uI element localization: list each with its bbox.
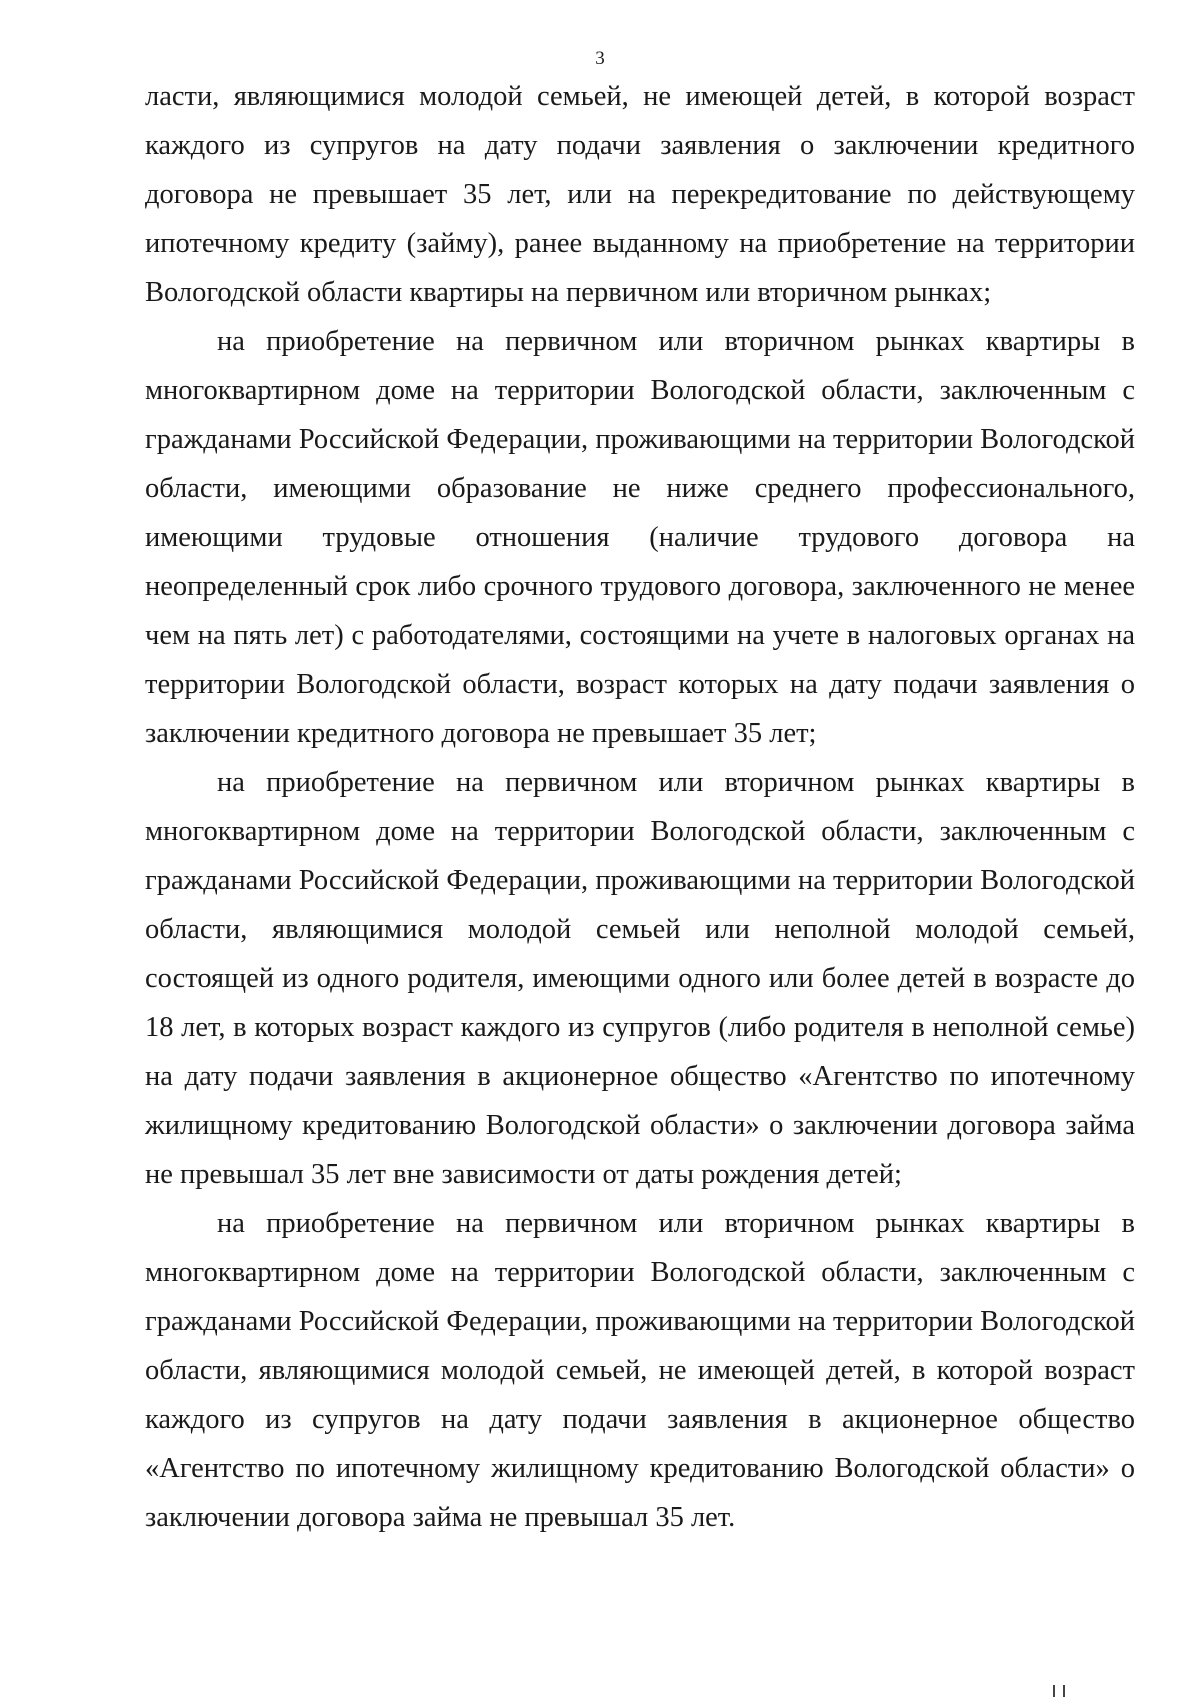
paragraph-professional-education: на приобретение на первичном или вторичном рынках квартиры в многоквартирном доме на территории Вологодской области, заключенным с гражданами Российской Федерации, проживающими на территории Вологодской области, имеющими образование не ниже среднего профессионального, имеющими трудовые отношения (наличие трудового договора на неопределенный срок либо срочного трудового договора, заключенного не менее чем на пять лет) с работодателями, состоящими на учете в налоговых органах на территории Вологодской области, возраст которых на дату подачи заявления о заключении кредитного договора не превышает 35 лет;	[145, 326, 1135, 749]
document-body	[145, 72, 1135, 1542]
page-number: 3	[595, 48, 605, 69]
paragraph-young-family-with-children: на приобретение на первичном или вторичном рынках квартиры в многоквартирном доме на территории Вологодской области, заключенным с гражданами Российской Федерации, проживающими на территории Вологодской области, являющимися молодой семьей или неполной молодой семьей, состоящей из одного родителя, имеющими одного или более детей в возрасте до 18 лет, в которых возраст каждого из супругов (либо родителя в неполной семье) на дату подачи заявления в акционерное общество «Агентство по ипотечному жилищному кредитованию Вологодской области» о заключении договора займа не превышал 35 лет вне зависимости от даты рождения детей;	[145, 767, 1135, 1190]
paragraph-young-family-without-children: на приобретение на первичном или вторичном рынках квартиры в многоквартирном доме на территории Вологодской области, заключенным с гражданами Российской Федерации, проживающими на территории Вологодской области, являющимися молодой семьей, не имеющей детей, в которой возраст каждого из супругов на дату подачи заявления в акционерное общество «Агентство по ипотечному жилищному кредитованию Вологодской области» о заключении договора займа не превышал 35 лет.	[145, 1208, 1135, 1533]
paragraph-continuation: ласти, являющимися молодой семьей, не имеющей детей, в которой возраст каждого из супругов на дату подачи заявления о заключении кредитного договора не превышает 35 лет, или на перекредитование по действующему ипотечному кредиту (займу), ранее выданному на приобретение на территории Вологодской области квартиры на первичном или вторичном рынках;	[145, 81, 1135, 308]
scan-mark	[1050, 1683, 1072, 1697]
